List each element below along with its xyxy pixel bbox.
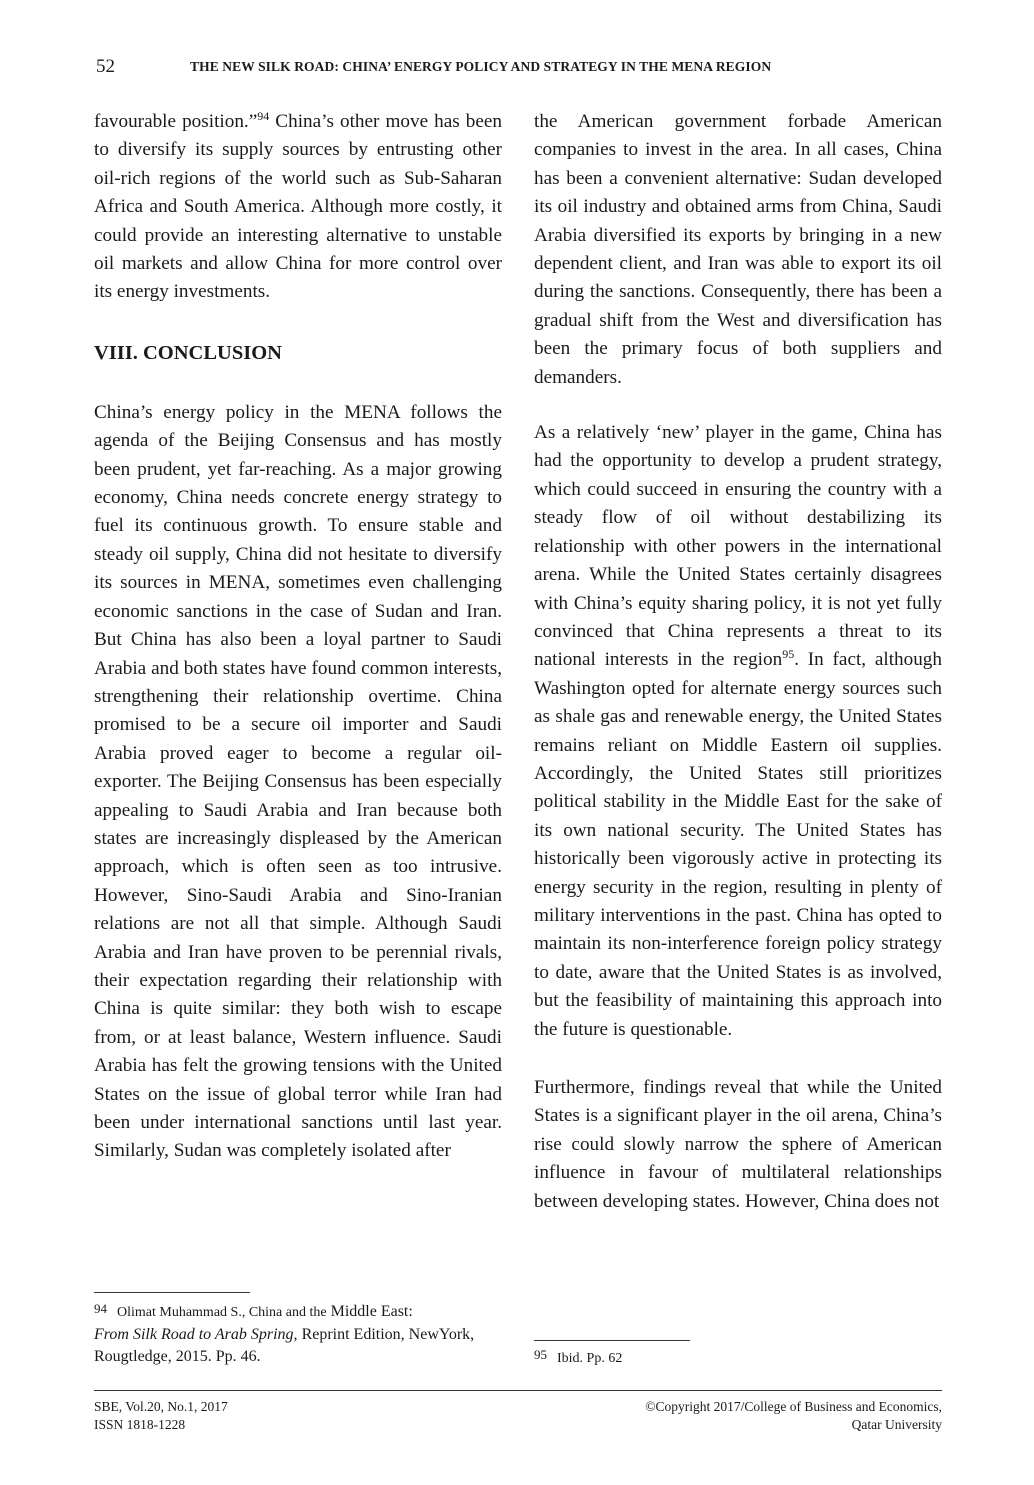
footnote-rule bbox=[94, 1292, 250, 1293]
issn: ISSN 1818-1228 bbox=[94, 1417, 186, 1432]
footnote-94: 94 Olimat Muhammad S., China and the Middle East: From Silk Road to Arab Spring, Reprint Edition, NewYork, Rougtledge, 2015. Pp. 46. bbox=[94, 1301, 475, 1365]
footnote-ref-94[interactable]: 94 bbox=[257, 109, 270, 123]
page-header bbox=[0, 56, 1034, 80]
running-title: THE NEW SILK ROAD: CHINA’ ENERGY POLICY AND STRATEGY IN THE MENA REGION bbox=[190, 59, 772, 74]
right-column bbox=[534, 108, 942, 1216]
university: Qatar University bbox=[851, 1417, 942, 1432]
paragraph: China’s energy policy in the MENA follows the agenda of the Beijing Consensus and has mostly been prudent, yet far-reaching. As a major growing economy, China needs concrete energy strategy to fuel its continuous growth. To ensure stable and steady oil supply, China did not hesitate to diversify its sources in MENA, sometimes even challenging economic sanctions in the case of Sudan and Iran. But China has also been a loyal partner to Saudi Arabia and both states have found common interests, strengthening their relationship overtime. China promised to be a secure oil importer and Saudi Arabia proved eager to become a regular oil-exporter. The Beijing Consensus has been especially appealing to Saudi Arabia and Iran because both states are increasingly displeased by the American approach, which is often seen as too intrusive. However, Sino-Saudi Arabia and Sino-Iranian relations are not all that simple. Although Saudi Arabia and Iran have proven to be perennial rivals, their expectation regarding their relationship with China is quite similar: they both wish to escape from, or at least balance, Western influence. Saudi Arabia has felt the growing tensions with the United States on the issue of global terror while Iran had been under international sanctions until last year. Similarly, Sudan was completely isolated after bbox=[94, 401, 502, 1162]
footnote-number: 95 bbox=[534, 1347, 547, 1362]
journal-info: SBE, Vol.20, No.1, 2017 bbox=[94, 1399, 228, 1414]
footer-rule bbox=[94, 1390, 942, 1391]
paragraph: favourable position.”$^{94}$ China’s other move has been to diversify its supply sources by entrusting other oil-rich regions of the world such as Sub-Saharan Africa and South America. Although more costly, it could provide an interesting alternative to unstable oil markets and allow China for more control over its energy investments. bbox=[94, 109, 503, 303]
left-column bbox=[94, 108, 502, 1166]
footer-left bbox=[94, 1398, 228, 1434]
footnote-title: From Silk Road to Arab Spring, bbox=[94, 1326, 298, 1343]
footnote-rule bbox=[534, 1340, 690, 1341]
footnote-number: 94 bbox=[94, 1301, 107, 1316]
paragraph: Furthermore, findings reveal that while the United States is a significant player in the oil arena, China’s rise could slowly narrow the sphere of American influence in favour of multilateral relationships between developing states. However, China does not bbox=[534, 1077, 942, 1212]
paragraph: As a relatively ‘new’ player in the game, China has had the opportunity to develop a prudent strategy, which could succeed in ensuring the country with a steady flow of oil without destabilizing its relationship with other powers in the international arena. While the United States certainly disagrees with China’s equity sharing policy, it is not yet fully convinced that China represents a threat to its national interests in the region$^{95}$. In fact, although Washington opted for alternate energy sources such as shale gas and renewable energy, the United States remains reliant on Middle Eastern oil supplies. Accordingly, the United States still prioritizes political stability in the Middle East for the sake of its own national security. The United States has historically been vigorously active in protecting its energy security in the region, resulting in plenty of military interventions in the past. China has opted to maintain its non-interference foreign policy strategy to date, aware that the United States is as involved, but the feasibility of maintaining this approach into the future is questionable. bbox=[534, 422, 942, 1040]
section-heading: VIII. CONCLUSION bbox=[94, 341, 282, 364]
footnote-95: 95 Ibid. Pp. 62 bbox=[534, 1347, 623, 1366]
footnote-ref-95[interactable]: 95 bbox=[782, 647, 795, 662]
page-number: 52 bbox=[96, 56, 115, 77]
paragraph: the American government forbade American companies to invest in the area. In all cases, China has been a convenient alternative: Sudan developed its oil industry and obtained arms from China, Saudi Arabia diversified its exports by bringing in a new dependent client, and Iran was able to export its oil during the sanctions. Consequently, there has been a gradual shift from the West and diversification has been the primary focus of both suppliers and demanders. bbox=[534, 111, 942, 388]
copyright: ©Copyright 2017/College of Business and Economics, bbox=[645, 1399, 942, 1414]
footer-right bbox=[645, 1398, 942, 1434]
